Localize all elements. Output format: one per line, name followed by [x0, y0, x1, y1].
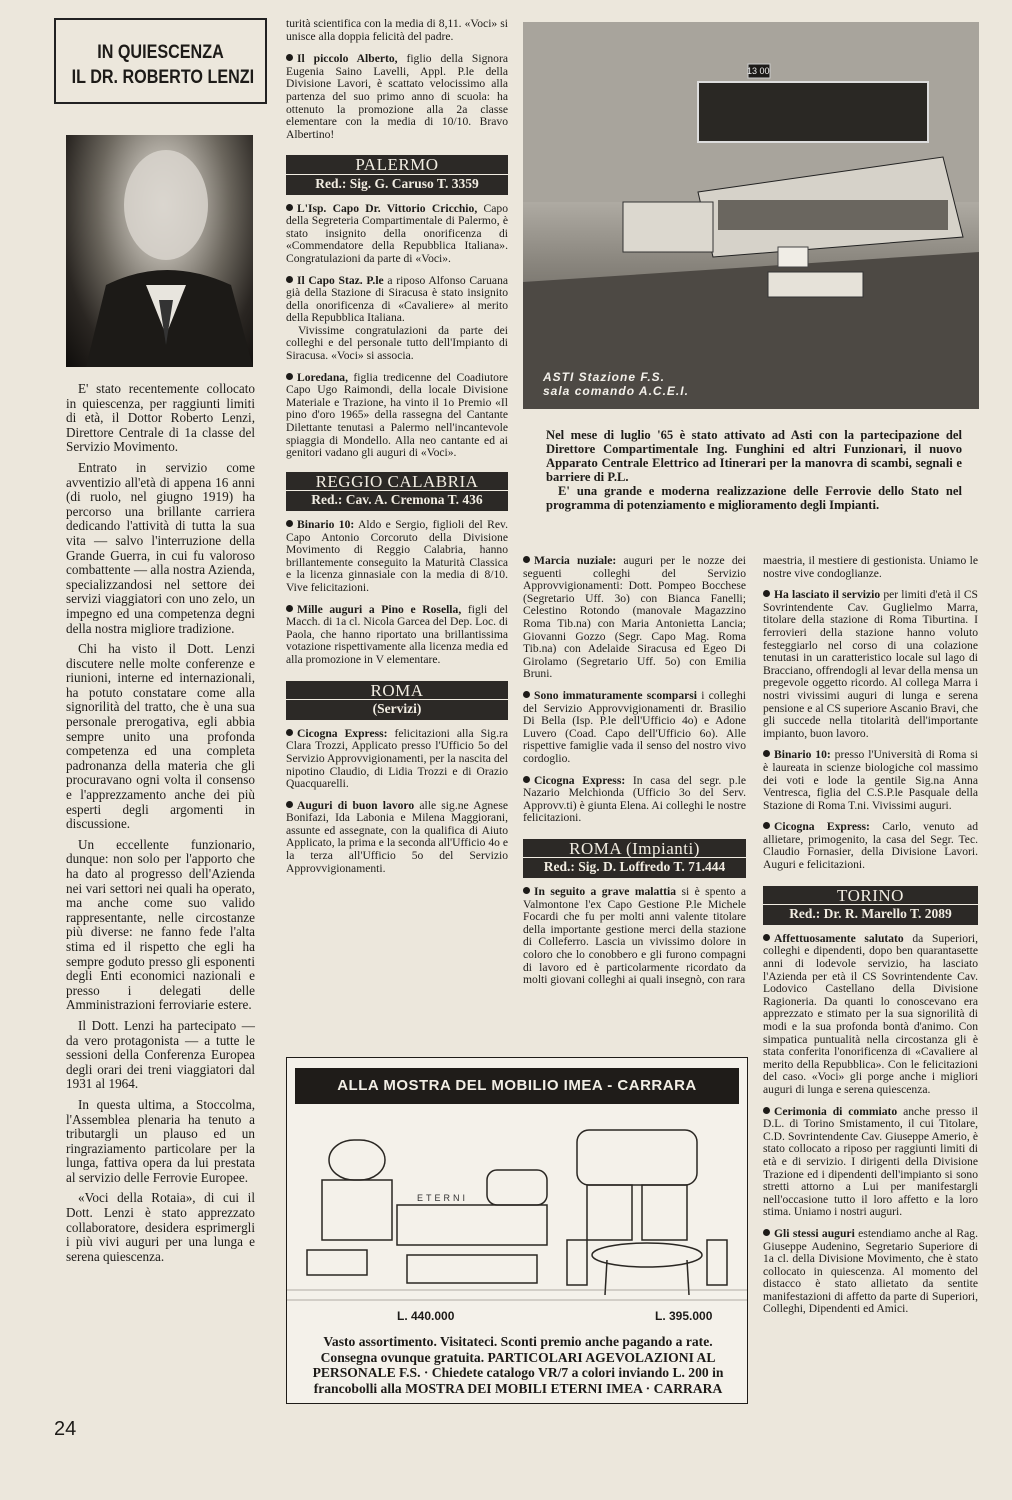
section-header-reggio — [286, 472, 508, 511]
furniture-label: ETERNI — [417, 1193, 469, 1203]
news-item: Cicogna Express: In casa del segr. p.le Nazario Melchionda (Ufficio 3o del Serv. Approvv.ti) è giunta Elena. Ai colleghi le nostre felicitazioni. — [523, 773, 746, 825]
news-item: Il piccolo Alberto, figlio della Signora Eugenia Saino Lavelli, Appl. P.le della Divisione Lavori, è scattato velocissimo alla partenza del suo primo anno di scuola: ha ottenuto la promozione alla 2a classe elementare con la media di 10/10. Bravo Albertino! — [286, 52, 508, 141]
article-paragraph: E' stato recentemente collocato in quiescenza, per raggiunti limiti di età, il Dottor Roberto Lenzi, Direttore Centrale di 1a classe del Servizio Movimento. — [66, 381, 255, 455]
section-title: REGGIO CALABRIA — [286, 472, 508, 492]
article-title-line1: IN QUIESCENZA — [97, 42, 224, 63]
bullet-icon — [286, 729, 293, 736]
news-item: Gli stessi auguri estendiamo anche al Rag. Giuseppe Audenino, Segretario Superiore di 1a cl. della Divisione Movimento, che è stato collocato in quiescenza. Al momento del distacco è stato allietato da sentite manifestazioni di affetto da parte di Superiori, Colleghi, Dipendenti ed Amici. — [763, 1226, 978, 1316]
bullet-icon — [286, 520, 293, 527]
photo-caption — [546, 428, 962, 512]
control-room-scene — [523, 22, 979, 409]
section-header-torino — [763, 886, 978, 925]
section-header-roma-servizi — [286, 681, 508, 720]
column-4 — [763, 555, 978, 1322]
bullet-icon — [286, 801, 293, 808]
section-subtitle: Red.: Sig. G. Caruso T. 3359 — [315, 175, 479, 191]
section-title: ROMA (Impianti) — [523, 839, 746, 859]
article-body — [66, 382, 255, 1270]
article-title-line2: IL DR. ROBERTO LENZI — [71, 67, 255, 88]
article-paragraph: Il Dott. Lenzi ha partecipato — da vero protagonista — a tutte le sessioni della Conferenza Europea degli orari dei treni viaggiatori dal 1931 al 1964. — [66, 1017, 255, 1092]
news-item: In seguito a grave malattia si è spento a Valmontone l'ex Capo Gestione P.le Michele Focardi che fu per molti anni valente titolare della importante gestione merci della stazione di Colleferro. Lascia un vivissimo dolore in coloro che lo conobbero e gli furono compagni di lavoro ed è particolarmente ricordato da molti giovani colleghi ai quali insegnò, con rara — [523, 885, 746, 987]
bullet-icon — [763, 1107, 770, 1114]
section-subtitle: Red.: Dr. R. Marello T. 2089 — [789, 906, 952, 922]
bullet-icon — [523, 887, 530, 894]
news-item: Loredana, figlia tredicenne del Coadiutore Capo Ugo Raimondi, della locale Divisione Materiale e Trazione, ha vinto il 1o Premio «Il pino d'oro 1965» della rassegna del Cantante Dilettante tenutasi a Palermo nell'incantevole spiaggia di Mondello. Alla neo cantante ed ai genitori vadano gli auguri di «Voci». — [286, 370, 508, 460]
news-item: Binario 10: presso l'Università di Roma si è laureata in scienze biologiche col massimo dei voti e lode la gentile Sig.na Anna Ventresca, figlia del C.S.P.le Pasquale della Stazione di Roma T.ni. Vivissimi auguri. — [763, 748, 978, 812]
bullet-icon — [286, 605, 293, 612]
ad-text: Vasto assortimento. Visitateci. Sconti premio anche pagando a rate. Consegna ovunque gratuita. PARTICOLARI AGEVOLAZIONI AL PERSONALE F.S. · Chiedete catalogo VR/7 a colori inviando L. 200 in francobolli alla MOSTRA DEI MOBILI ETERNI IMEA · CARRARA — [312, 1334, 724, 1396]
article-paragraph: Chi ha visto il Dott. Lenzi discutere nelle molte conferenze e riunioni, interne ed internazionali, ha potuto constatare come alla signorilità del tratto, che è una sua personale prerogativa, egli abbia sempre unito una profonda competenza ed una completa padronanza della materia che gli procuravano ogni volta il consenso e l'apprezzamento anche dei più esperti degli argomenti in discussione. — [66, 641, 255, 832]
page-number: 24 — [54, 1418, 77, 1440]
bullet-icon — [763, 750, 770, 757]
portrait-figure — [66, 135, 253, 367]
photo-caption-paragraph: E' una grande e moderna realizzazione delle Ferrovie dello Stato nel programma di potenziamento e miglioramento degli Impianti. — [546, 484, 962, 512]
section-title: TORINO — [763, 886, 978, 906]
column-2 — [286, 18, 508, 881]
news-item: Binario 10: Aldo e Sergio, figlioli del Rev. Capo Antonio Corcoruto della Divisione Movimento di Reggio Calabria, hanno brillantemente conseguito la Maturità Classica e la licenza ginnasiale con la media di 8/10. Vive felicitazioni. — [286, 518, 508, 594]
section-header-roma-impianti — [523, 839, 746, 878]
bullet-icon — [523, 691, 530, 698]
photo-inscription-line2: sala comando A.C.E.I. — [543, 384, 689, 398]
news-item: Auguri di buon lavoro alle sig.ne Agnese Bonifazi, Ida Labonia e Milena Maggiorani, assunte ed assegnate, con la qualifica di Aiuto Applicato, la prima e la seconda all'Ufficio 4o e la terza all'Ufficio 5o del Servizio Approvvigionamenti. — [286, 798, 508, 875]
news-item: maestria, il mestiere di gestionista. Uniamo le nostre vive condoglianze. — [763, 554, 978, 580]
bullet-icon — [763, 934, 770, 941]
photo-inscription — [543, 370, 689, 398]
photo-caption-paragraph: Nel mese di luglio '65 è stato attivato ad Asti con la partecipazione del Direttore Compartimentale Ing. Funghini ed altri Funzionari, il nuovo Apparato Centrale Elettrico ad Itinerari per la manovra di scambi, segnali e barriere di P.L. — [546, 428, 962, 484]
news-item: Marcia nuziale: auguri per le nozze dei seguenti colleghi del Servizio Approvvigionamenti: Dott. Pompeo Bocchese (Segretario Uff. 3o) con Bianca Fanelli; Celestino Rotondo (manovale Magazzino Roma Tib.na) con Maria Antonietta Lancia; Giovanni Gozzo (Segr. Capo Mag. Roma Tib.na) con Adelaide Siracusa ed Egeo Di Girolamo (Segretario Uff. 5o) con Emilia Bruni. — [523, 554, 747, 681]
article-paragraph: In questa ultima, a Stoccolma, l'Assemblea plenaria ha tenuto a tributargli un plauso ed un ringraziamento particolare per la lunga, fattiva opera da lui prestata al servizio delle Ferrovie Europee. — [66, 1096, 255, 1185]
section-subtitle: Red.: Cav. A. Cremona T. 436 — [311, 492, 483, 508]
news-item: Ha lasciato il servizio per limiti d'età il CS Sovrintendente Cav. Guglielmo Marra, titolare della stazione di Roma Tiburtina. I ferrovieri della stazione hanno voluto festeggiarlo nel corso di una colazione tenutasi in un caratteristico locale sul lago di Bracciano, offrendogli al levar della mensa un pregevole oggetto ricordo. Al collega Marra i nostri vivissimi auguri di lunga e serena pensione e al CS superiore Ascanio Bravi, che gli succede nella titolarità dell'importante impianto, buon lavoro. — [763, 588, 978, 740]
section-title: ROMA — [286, 681, 508, 701]
ad-title: ALLA MOSTRA DEL MOBILIO IMEA - CARRARA — [295, 1068, 739, 1104]
news-item: Cicogna Express: Carlo, venuto ad allietare, primogenito, la casa del Segr. Tec. Claudio Fornasier, della Divisione Lavori. Auguri e felicitazioni. — [763, 820, 978, 872]
furniture-illustration — [287, 1110, 747, 1310]
news-item: Mille auguri a Pino e Rosella, figli del Macch. di 1a cl. Nicola Garcea del Dep. Loc. di Paola, che hanno riportato una brillantissima votazione rispettivamente alla licenza media ed alla promozione in V elementare. — [286, 602, 508, 666]
section-subtitle: Red.: Sig. D. Loffredo T. 71.444 — [543, 859, 726, 875]
control-room-photo — [523, 22, 979, 409]
section-header-palermo — [286, 155, 508, 194]
bullet-icon — [286, 276, 293, 283]
bullet-icon — [286, 204, 293, 211]
news-item: Affettuosamente salutato da Superiori, colleghi e dipendenti, dopo ben quarantasette anni di lodevole servizio, ha lasciato l'Azienda per età il CS Sovrintendente Cav. Lodovico Castellano della Divisione Ragioneria. Da quanti lo conoscevano era apprezzato e stimato per la sua signorilità di modi e la sua profonda bontà d'animo. Con simpatica puntualità nella circostanza gli è stata conferita l'onorificenza di «Cavaliere al merito della Repubblica». Con le felicitazioni del caso. «Voci» gli porge anche i migliori auguri di lunga e serena quiescenza. — [763, 931, 979, 1096]
section-subtitle: (Servizi) — [372, 701, 422, 717]
advertisement — [286, 1057, 748, 1404]
bullet-icon — [523, 556, 530, 563]
column-3 — [523, 555, 746, 993]
article-paragraph: «Voci della Rotaia», di cui il Dott. Lenzi è stato apprezzato collaboratore, desidera esprimergli i più vivi auguri per una lunga e serena quiescenza. — [66, 1190, 255, 1264]
price-right: L. 395.000 — [655, 1309, 713, 1323]
news-item: Cicogna Express: felicitazioni alla Sig.ra Clara Trozzi, Applicato presso l'Ufficio 5o del Servizio Approvvigionamenti, per la nascita del nipotino Claudio, di Lidia Trozzi e di Orazio Quacquarelli. — [286, 726, 508, 791]
news-item: Sono immaturamente scomparsi i colleghi del Servizio Approvvigionamenti dr. Brasilio Di Bella (Isp. P.le dell'Ufficio 4o) e Adone Luvero (Coad. Capo dell'Ufficio 6o). Alle rispettive famiglie vada il senso del nostro vivo cordoglio. — [523, 688, 746, 765]
clock: 13 00 — [747, 66, 770, 76]
article-paragraph: Un eccellente funzionario, dunque: non solo per l'apporto che ha dato al progresso dell'Azienda nei vari settori nei quali ha operato, ma anche come suo valido rappresentante, nelle circostanze più diverse: ne fanno fede l'alta stima ed il rispetto che egli ha sempre goduto presso gli esponenti degli Enti economici nazionali e presso i delegati delle Amministrazioni ferroviarie estere. — [66, 836, 255, 1013]
news-item: Il Capo Staz. P.le a riposo Alfonso Caruana già della Stazione di Siracusa è stato insignito della onorificenza di «Cavaliere» al merito della Repubblica Italiana. — [286, 273, 509, 325]
bullet-icon — [286, 373, 293, 380]
article-title-box — [54, 18, 267, 104]
bullet-icon — [763, 822, 770, 829]
bullet-icon — [286, 54, 293, 61]
news-item: Cerimonia di commiato anche presso il D.L. di Torino Smistamento, il cui Titolare, C.D. Sovrintendente Cav. Giuseppe Amerio, è stato collocato a riposo per raggiunti limiti di età e di servizio. I dirigenti della Divisione Trazione ed i dipendenti dell'impianto si sono stretti attorno a Lui per manifestargli nell'occasione tutto il loro affetto e la loro stima. Uniamo i nostri auguri. — [763, 1104, 978, 1219]
bullet-icon — [763, 1229, 770, 1236]
price-left: L. 440.000 — [397, 1309, 455, 1323]
bullet-icon — [523, 776, 530, 783]
portrait-photo — [66, 135, 253, 367]
news-item: turità scientifica con la media di 8,11. «Voci» si unisce alla doppia felicità del padre. — [286, 17, 508, 43]
bullet-icon — [763, 590, 770, 597]
news-item: L'Isp. Capo Dr. Vittorio Cricchio, Capo della Segreteria Compartimentale di Palermo, è stato insignito della onorificenza di «Commendatore della Repubblica Italiana». Congratulazioni da parte di «Voci». — [286, 201, 508, 265]
photo-inscription-line1: ASTI Stazione F.S. — [543, 370, 666, 384]
article-paragraph: Entrato in servizio come avventizio all'età di appena 16 anni (di ruolo, nel giugno 1919) ha percorso una brillante carriera dedicando l'attività di tutta la sua vita — salvo l'interruzione della Grande Guerra, in cui fu valoroso combattente — alla nostra Azienda, specializzandosi nel settore dei servizi viaggiatori con uno zelo, un impegno ed una competenza degni della nostra migliore tradizione. — [66, 459, 255, 636]
section-title: PALERMO — [286, 155, 508, 175]
news-item: Vivissime congratulazioni da parte dei colleghi e del personale tutto dell'Impianto di Siracusa. «Voci» si associa. — [286, 323, 508, 363]
